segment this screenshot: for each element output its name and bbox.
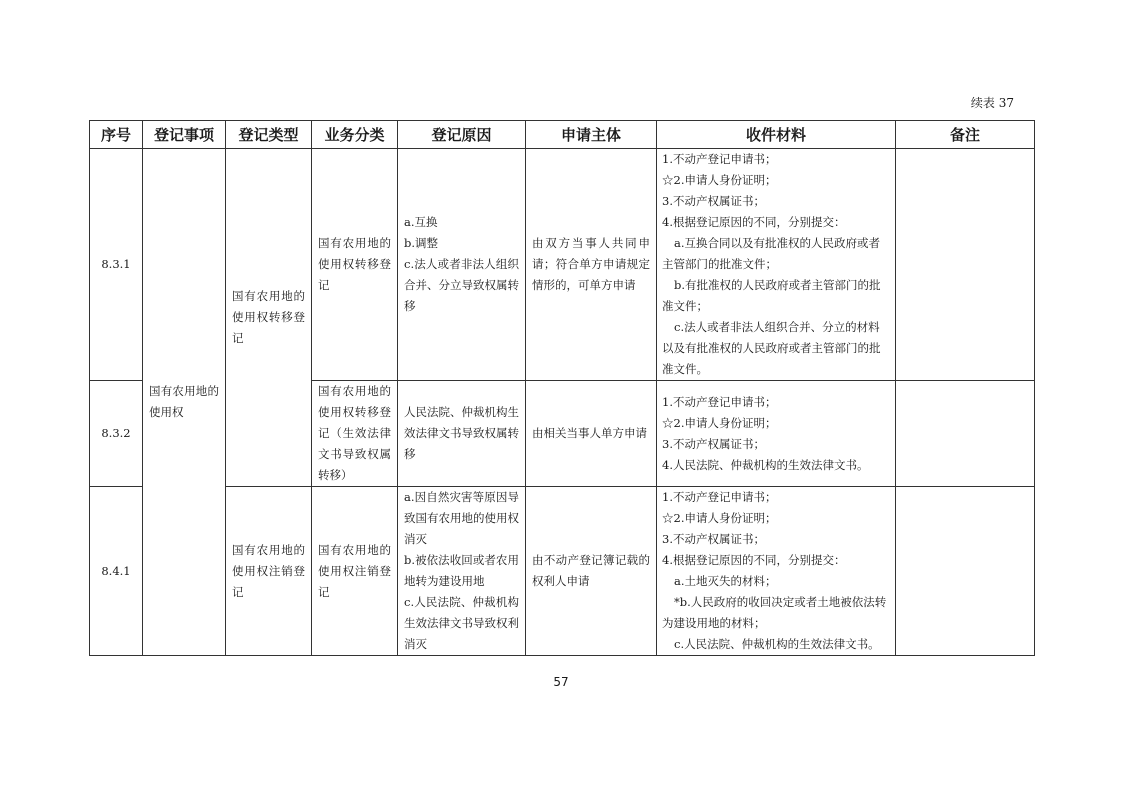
table-row <box>90 149 1035 381</box>
row-reason <box>398 149 526 381</box>
material-line: a.互换合同以及有批准权的人民政府或者主管部门的批准文件； <box>662 236 881 271</box>
row-item: 国有农用地的使用权 <box>143 149 226 656</box>
header-remark: 备注 <box>896 121 1035 149</box>
table-caption: 续表 37 <box>970 96 1014 110</box>
header-business: 业务分类 <box>312 121 398 149</box>
row-remark <box>896 149 1035 381</box>
row-materials <box>657 487 896 656</box>
reason-line: c.法人或者非法人组织合并、分立导致权属转移 <box>404 257 519 313</box>
header-type: 登记类型 <box>226 121 312 149</box>
material-line: 4.人民法院、仲裁机构的生效法律文书。 <box>662 457 869 472</box>
row-materials <box>657 149 896 381</box>
material-line: 1.不动产登记申请书； <box>662 394 777 409</box>
material-line: ☆2.申请人身份证明； <box>662 511 777 525</box>
row-seq: 8.3.2 <box>90 381 143 487</box>
row-applicant: 由不动产登记簿记载的权利人申请 <box>526 487 657 656</box>
material-line: 4.根据登记原因的不同，分别提交： <box>662 553 846 567</box>
reason-line: a.互换 <box>404 215 438 229</box>
row-remark <box>896 487 1035 656</box>
row-reason <box>398 487 526 656</box>
row-remark <box>896 381 1035 487</box>
row-business: 国有农用地的使用权注销登记 <box>312 487 398 656</box>
material-line: b.有批准权的人民政府或者主管部门的批准文件； <box>662 278 881 313</box>
registration-table <box>89 120 1035 656</box>
material-line: *b.人民政府的收回决定或者土地被依法转为建设用地的材料； <box>662 595 887 630</box>
table-row <box>90 487 1035 656</box>
material-line: a.土地灭失的材料； <box>674 574 777 588</box>
header-item: 登记事项 <box>143 121 226 149</box>
row-seq: 8.4.1 <box>90 487 143 656</box>
header-row <box>90 121 1035 149</box>
material-line: 1.不动产登记申请书； <box>662 490 777 504</box>
header-reason: 登记原因 <box>398 121 526 149</box>
material-line: ☆2.申请人身份证明； <box>662 415 777 430</box>
page-number: 57 <box>553 675 569 689</box>
row-business: 国有农用地的使用权转移登记 <box>312 149 398 381</box>
material-line: 4.根据登记原因的不同，分别提交： <box>662 215 846 229</box>
row-type: 国有农用地的使用权转移登记 <box>226 149 312 487</box>
row-applicant: 由双方当事人共同申请；符合单方申请规定情形的，可单方申请 <box>526 149 657 381</box>
row-type: 国有农用地的使用权注销登记 <box>226 487 312 656</box>
material-line: 3.不动产权属证书； <box>662 194 765 208</box>
material-line: c.人民法院、仲裁机构的生效法律文书。 <box>674 637 880 651</box>
header-seq: 序号 <box>90 121 143 149</box>
material-line: c.法人或者非法人组织合并、分立的材料以及有批准权的人民政府或者主管部门的批准文件。 <box>662 320 881 376</box>
material-line: 3.不动产权属证书； <box>662 436 765 451</box>
material-line: ☆2.申请人身份证明； <box>662 173 777 187</box>
reason-line: b.被依法收回或者农用地转为建设用地 <box>404 553 519 588</box>
header-materials: 收件材料 <box>657 121 896 149</box>
material-line: 3.不动产权属证书； <box>662 532 765 546</box>
reason-line: c.人民法院、仲裁机构生效法律文书导致权利消灭 <box>404 595 519 651</box>
reason-line: b.调整 <box>404 236 439 250</box>
row-reason: 人民法院、仲裁机构生效法律文书导致权属转移 <box>398 381 526 487</box>
material-line: 1.不动产登记申请书； <box>662 152 777 166</box>
row-seq: 8.3.1 <box>90 149 143 381</box>
row-applicant: 由相关当事人单方申请 <box>526 381 657 487</box>
row-materials <box>657 381 896 487</box>
row-business: 国有农用地的使用权转移登记（生效法律文书导致权属转移） <box>312 381 398 487</box>
header-applicant: 申请主体 <box>526 121 657 149</box>
reason-line: a.因自然灾害等原因导致国有农用地的使用权消灭 <box>404 490 519 546</box>
